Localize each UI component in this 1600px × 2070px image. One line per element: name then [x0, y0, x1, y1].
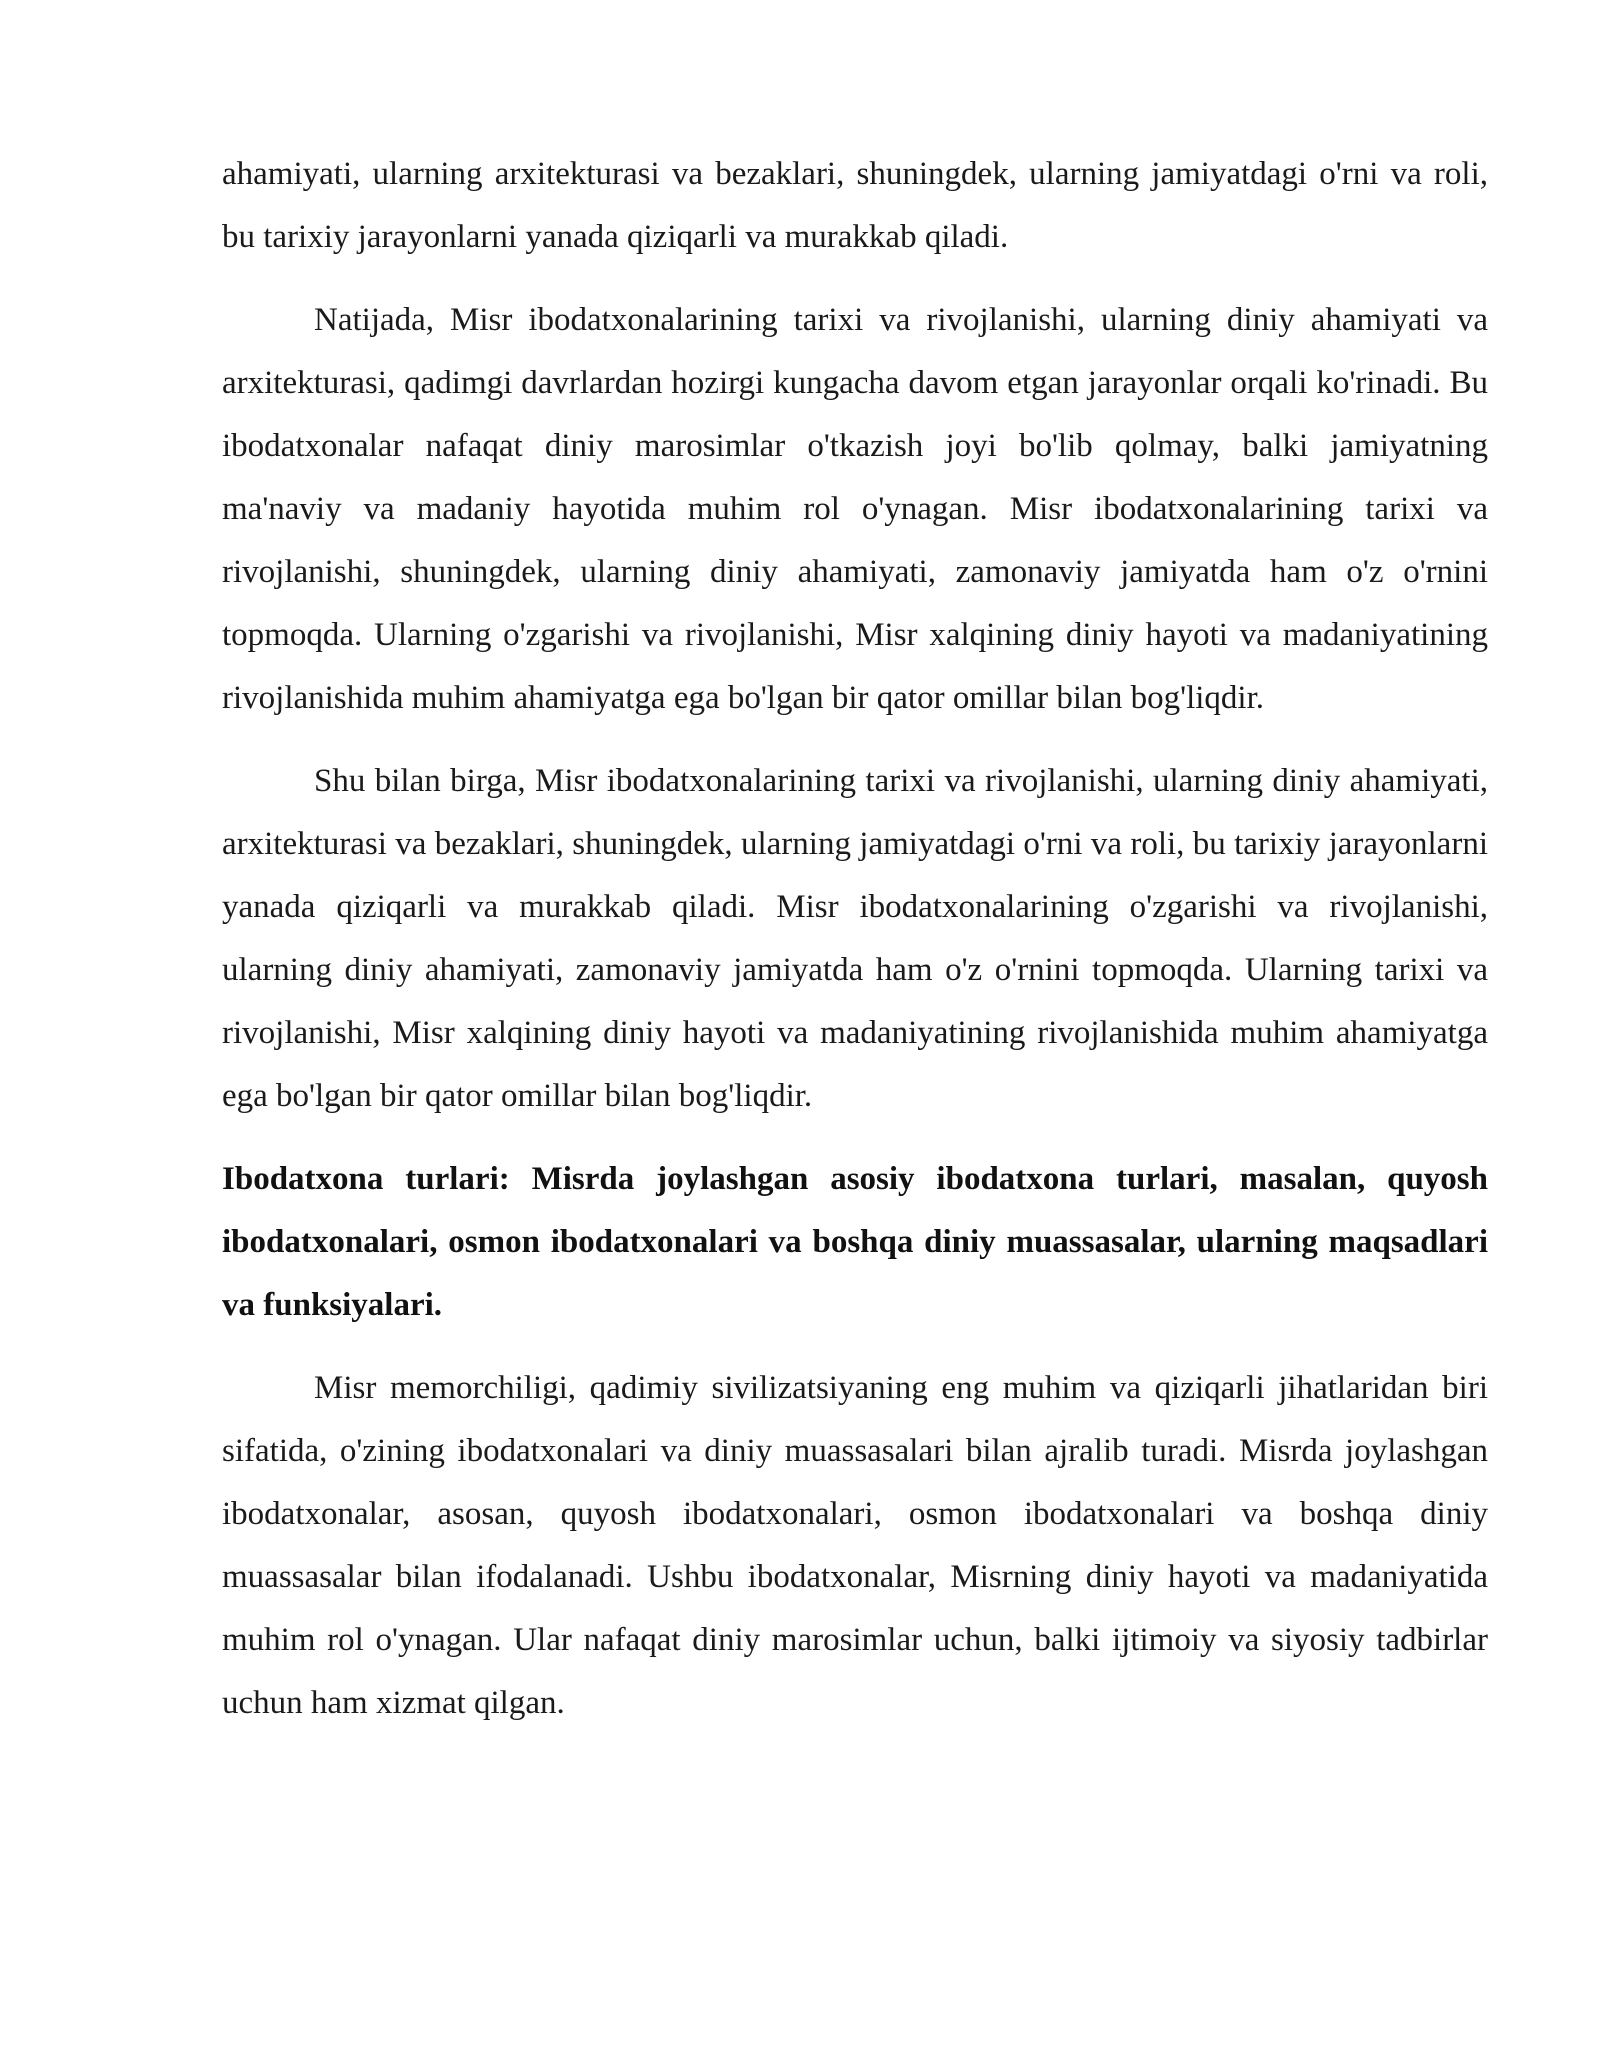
section-heading: Ibodatxona turlari: Misrda joylashgan asosiy ibodatxona turlari, masalan, quyosh ibodatxonalari, osmon ibodatxonalari va boshqa diniy muassasalar, ularning maqsadlari va funksiyalari.	[222, 1161, 1488, 1323]
paragraph-natijada: Natijada, Misr ibodatxonalarining tarixi va rivojlanishi, ularning diniy ahamiyati va arxitekturasi, qadimgi davrlardan hozirgi kungacha davom etgan jarayonlar orqali ko'rinadi. Bu ibodatxonalar nafaqat diniy marosimlar o'tkazish joyi bo'lib qolmay, balki jamiyatning ma'naviy va madaniy hayotida muhim rol o'ynagan. Misr ibodatxonalarining tarixi va rivojlanishi, shuningdek, ularning diniy ahamiyati, zamonaviy jamiyatda ham o'z o'rnini topmoqda. Ularning o'zgarishi va rivojlanishi, Misr xalqining diniy hayoti va madaniyatining rivojlanishida muhim ahamiyatga ega bo'lgan bir qator omillar bilan bog'liqdir.	[222, 302, 1488, 716]
paragraph-misr-memorchiligi: Misr memorchiligi, qadimiy sivilizatsiyaning eng muhim va qiziqarli jihatlaridan biri sifatida, o'zining ibodatxonalari va diniy muassasalari bilan ajralib turadi. Misrda joylashgan ibodatxonalar, asosan, quyosh ibodatxonalari, osmon ibodatxonalari va boshqa diniy muassasalar bilan ifodalanadi. Ushbu ibodatxonalar, Misrning diniy hayoti va madaniyatida muhim rol o'ynagan. Ular nafaqat diniy marosimlar uchun, balki ijtimoiy va siyosiy tadbirlar uchun ham xizmat qilgan.	[222, 1370, 1488, 1721]
document-page	[222, 143, 1488, 1755]
paragraph-continuation: ahamiyati, ularning arxitekturasi va bezaklari, shuningdek, ularning jamiyatdagi o'rni va roli, bu tarixiy jarayonlarni yanada qiziqarli va murakkab qiladi.	[222, 156, 1488, 255]
paragraph-shu-bilan-birga: Shu bilan birga, Misr ibodatxonalarining tarixi va rivojlanishi, ularning diniy ahamiyati, arxitekturasi va bezaklari, shuningdek, ularning jamiyatdagi o'rni va roli, bu tarixiy jarayonlarni yanada qiziqarli va murakkab qiladi. Misr ibodatxonalarining o'zgarishi va rivojlanishi, ularning diniy ahamiyati, zamonaviy jamiyatda ham o'z o'rnini topmoqda. Ularning tarixi va rivojlanishi, Misr xalqining diniy hayoti va madaniyatining rivojlanishida muhim ahamiyatga ega bo'lgan bir qator omillar bilan bog'liqdir.	[222, 763, 1488, 1114]
